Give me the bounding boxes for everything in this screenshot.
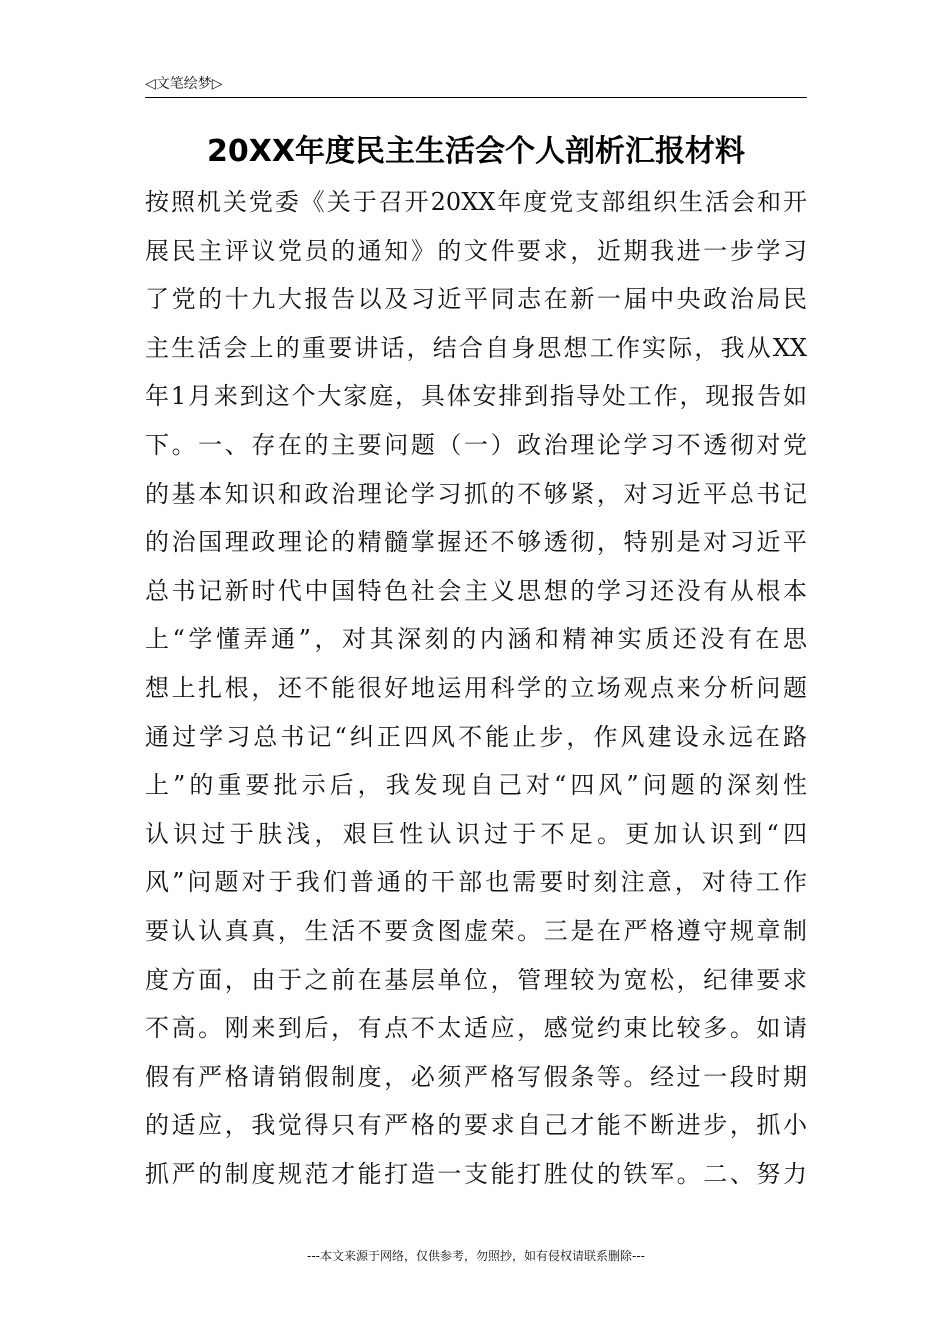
body-line: 风”问题对于我们普通的干部也需要时刻注意，对待工作 bbox=[145, 868, 807, 897]
body-line: 年1月来到这个大家庭，具体安排到指导处工作，现报告如 bbox=[145, 382, 807, 411]
header-divider bbox=[145, 97, 807, 98]
body-line: 通过学习总书记“纠正四风不能止步，作风建设永远在路 bbox=[145, 722, 807, 751]
body-line: 的治国理政理论的精髓掌握还不够透彻，特别是对习近平 bbox=[145, 528, 807, 557]
body-line: 假有严格请销假制度，必须严格写假条等。经过一段时期 bbox=[145, 1062, 807, 1091]
body-line: 按照机关党委《关于召开20XX年度党支部组织生活会和开 bbox=[145, 188, 807, 216]
body-line: 总书记新时代中国特色社会主义思想的学习还没有从根本 bbox=[145, 576, 807, 605]
body-line: 上“学懂弄通”，对其深刻的内涵和精神实质还没有在思 bbox=[145, 625, 807, 654]
body-line: 了党的十九大报告以及习近平同志在新一届中央政治局民 bbox=[145, 285, 807, 314]
body-line: 展民主评议党员的通知》的文件要求，近期我进一步学习 bbox=[145, 236, 807, 265]
body-line: 的适应，我觉得只有严格的要求自己才能不断进步，抓小 bbox=[145, 1111, 807, 1140]
body-line: 要认认真真，生活不要贪图虚荣。三是在严格遵守规章制 bbox=[145, 916, 807, 945]
body-line: 下。一、存在的主要问题（一）政治理论学习不透彻对党 bbox=[145, 430, 807, 459]
document-title: 20XX年度民主生活会个人剖析汇报材料 bbox=[206, 134, 745, 169]
document-body bbox=[145, 178, 807, 1198]
body-line: 的基本知识和政治理论学习抓的不够紧，对习近平总书记 bbox=[145, 479, 807, 508]
body-line: 抓严的制度规范才能打造一支能打胜仗的铁军。二、努力 bbox=[145, 1159, 807, 1188]
body-line: 上”的重要批示后，我发现自己对“四风”问题的深刻性 bbox=[145, 771, 807, 800]
footer-disclaimer: ---本文来源于网络，仅供参考，勿照抄，如有侵权请联系删除--- bbox=[307, 1249, 645, 1263]
body-line: 主生活会上的重要讲话，结合自身思想工作实际，我从XX bbox=[145, 333, 807, 362]
header-label: ◁文笔绘梦▷ bbox=[145, 76, 223, 92]
body-line: 想上扎根，还不能很好地运用科学的立场观点来分析问题 bbox=[145, 673, 807, 702]
body-line: 不高。刚来到后，有点不太适应，感觉约束比较多。如请 bbox=[145, 1014, 807, 1043]
body-line: 认识过于肤浅，艰巨性认识过于不足。更加认识到“四 bbox=[145, 819, 807, 848]
body-line: 度方面，由于之前在基层单位，管理较为宽松，纪律要求 bbox=[145, 965, 807, 994]
